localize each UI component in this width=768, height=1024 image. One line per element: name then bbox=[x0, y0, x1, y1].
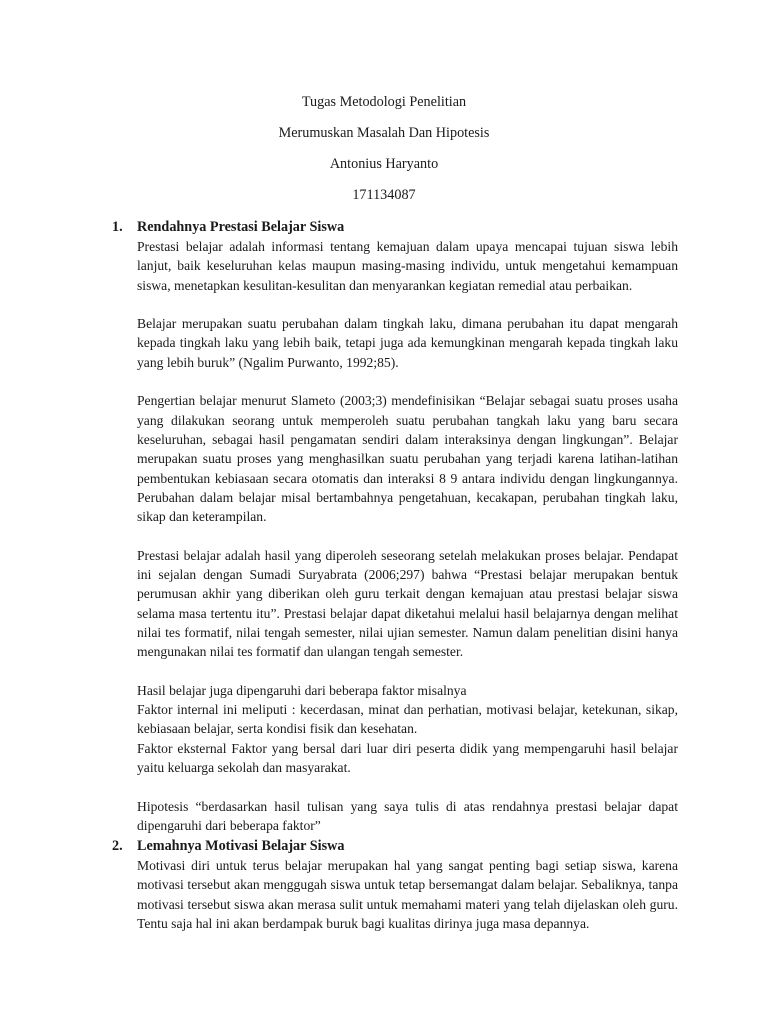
paragraph: Motivasi diri untuk terus belajar merupakan hal yang sangat penting bagi setiap siswa, karena motivasi tersebut akan menggugah siswa untuk tetap bersemangat dalam belajar. Sebaliknya, tanpa motivasi tersebut siswa akan merasa sulit untuk memahami materi yang telah dijelaskan oleh guru. Tentu saja hal ini akan berdampak buruk bagi kualitas dirinya juga masa depannya. bbox=[137, 858, 678, 931]
author-name: Antonius Haryanto bbox=[329, 156, 439, 172]
section-1 bbox=[112, 217, 678, 835]
section-heading bbox=[112, 836, 678, 856]
paragraph: Belajar merupakan suatu perubahan dalam tingkah laku, dimana perubahan itu dapat mengarah kepada tingkah laku yang lebih baik, tetapi juga ada kemungkinan mengarah kepada tingkah laku yang lebih buruk” (Ngalim Purwanto, 1992;85). bbox=[137, 316, 678, 370]
section-number: 1. bbox=[112, 219, 123, 235]
section-title: Rendahnya Prestasi Belajar Siswa bbox=[137, 219, 345, 235]
section-title: Lemahnya Motivasi Belajar Siswa bbox=[137, 838, 345, 854]
paragraph: Prestasi belajar adalah informasi tentang kemajuan dalam upaya mencapai tujuan siswa lebih lanjut, baik keseluruhan kelas maupun masing-masing individu, untuk mengetahui kemampuan siswa, menetapkan kesulitan-kesulitan dan menyarankan kegiatan remedial atau perbaikan. bbox=[137, 239, 678, 293]
paragraph: Pengertian belajar menurut Slameto (2003;3) mendefinisikan “Belajar sebagai suatu proses usaha yang dilakukan seorang untuk memperoleh suatu perubahan tangkah laku yang baru secara keseluruhan, sebagai hasil pengamatan sendiri dalam interaksinya dengan lingkungan”. Belajar merupakan suatu proses yang menghasilkan suatu perubahan yang terjadi karena latihan-latihan pembentukan kebiasaan secara otomatis dan interaksi 8 9 antara individu dengan lingkungannya. Perubahan dalam belajar misal bertambahnya pengetahuan, kecakapan, perubahan tingkah laku, sikap dan keterampilan. bbox=[137, 393, 678, 525]
paragraph: Prestasi belajar adalah hasil yang diperoleh seseorang setelah melakukan proses belajar. Pendapat ini sejalan dengan Sumadi Suryabrata (2006;297) bahwa “Prestasi belajar merupakan bentuk perumusan akhir yang diberikan oleh guru terkait dengan kemajuan atau prestasi belajar siswa selama masa tertentu itu”. Prestasi belajar dapat diketahui melalui hasil belajarnya dengan melihat nilai tes formatif, nilai tengah semester, nilai ujian semester. Namun dalam penelitian disini hanya mengunakan nilai tes formatif dan ulangan tengah semester. bbox=[137, 547, 678, 660]
internal-factors: Faktor internal ini meliputi : kecerdasan, minat dan perhatian, motivasi belajar, ketekunan, sikap, kebiasaan belajar, serta kondisi fisik dan kesehatan. bbox=[137, 702, 678, 737]
section-body bbox=[137, 856, 678, 933]
section-number: 2. bbox=[112, 838, 123, 854]
section-2 bbox=[112, 836, 678, 933]
hypothesis: Hipotesis “berdasarkan hasil tulisan yang saya tulis di atas rendahnya prestasi belajar dapat dipengaruhi dari beberapa faktor” bbox=[137, 798, 678, 833]
section-body bbox=[137, 237, 678, 835]
student-id: 171134087 bbox=[352, 187, 416, 203]
course-title: Tugas Metodologi Penelitian bbox=[301, 94, 467, 110]
external-factors: Faktor eksternal Faktor yang bersal dari luar diri peserta didik yang mempengaruhi hasil belajar yaitu keluarga sekolah dan masyarakat. bbox=[137, 740, 678, 776]
section-heading bbox=[112, 217, 678, 237]
topic-title: Merumuskan Masalah Dan Hipotesis bbox=[278, 125, 490, 141]
factors-intro: Hasil belajar juga dipengaruhi dari beberapa faktor misalnya bbox=[137, 682, 467, 698]
